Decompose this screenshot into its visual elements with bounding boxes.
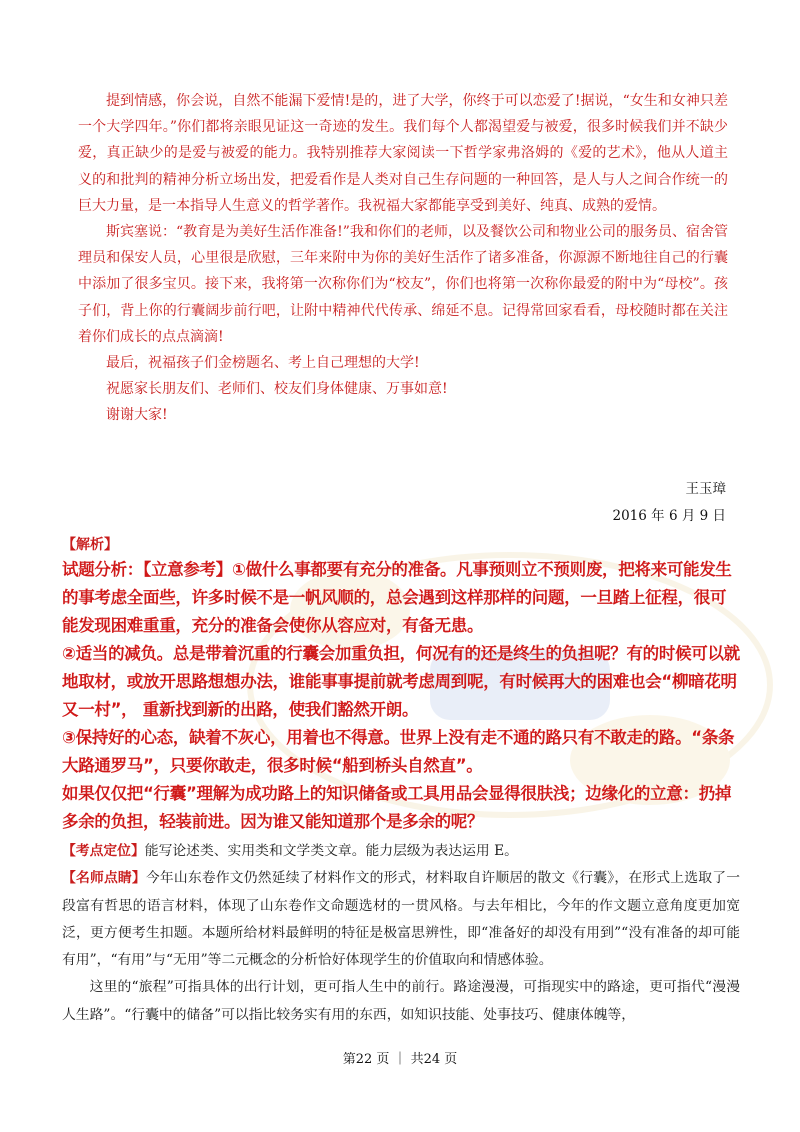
page-footer: 第22 页 ｜ 共24 页 — [342, 1052, 458, 1067]
mingshi-label: 【名师点睛】 — [62, 870, 146, 887]
analysis-header: 【解析】 — [62, 537, 118, 553]
letter-paragraph: 祝愿家长朋友们、老师们、校友们身体健康、万事如意! — [106, 381, 448, 398]
analysis-section — [62, 534, 740, 836]
analysis-handwritten — [62, 556, 740, 836]
letter-paragraph: 最后，祝福孩子们金榜题名、考上自己理想的大学! — [106, 355, 420, 372]
letter-paragraph: 谢谢大家! — [106, 407, 168, 424]
mingshi-paragraph — [62, 865, 740, 974]
last-paragraph: 这里的“旅程”可指具体的出行计划，更可指人生中的前行。路途漫漫，可指现实中的路途，更可指代“漫漫人生路”。“行囊中的储备”可以指比较务实有用的东西，如知识技能、处事技巧、健康体魄等， — [62, 979, 740, 1023]
kaodian-text: 能写论述类、实用类和文学类文章。能力层级为表达运用 E。 — [144, 843, 518, 859]
letter-paragraph: 斯宾塞说：“教育是为美好生活作准备!”我和你们的老师，以及餐饮公司和物业公司的服务员、宿舍管理员和保安人员，心里很是欣慰，三年来附中为你的美好生活作了诸多准备，你源源不断地往自己的行囊中添加了很多宝贝。接下来，我将第一次称你们为“校友”，你们也将第一次称你最爱的附中为“母校”。孩子们，背上你的行囊阔步前行吧，让附中精神代代传承、绵延不息。记得常回家看看，母校随时都在关注着你们成长的点点滴滴! — [78, 224, 728, 345]
mingshi-text: 今年山东卷作文仍然延续了材料作文的形式，材料取自许顺居的散文《行囊》，在形式上选取了一段富有哲思的语言材料，体现了山东卷作文命题选材的一贯风格。与去年相比，今年的作文题立意角度更加宽泛，更方便考生扣题。本题所给材料最鲜明的特征是极富思辨性，即“准备好的却没有用到”“没有准备的却可能有用”，“有用”与“无用”等二元概念的分析恰好体现学生的价值取向和情感体验。 — [62, 870, 740, 969]
kaodian-paragraph — [62, 838, 740, 865]
analysis-line: 试题分析：【立意参考】①做什么事都要有充分的准备。凡事预则立不预则废，把将来可能发生的事考虑全面些，许多时候不是一帆风顺的，总会遇到这样那样的问题，一旦踏上征程，很可能发现困难重重，充分的准备会使你从容应对，有备无患。 — [62, 560, 732, 635]
letter-body — [78, 88, 728, 429]
signature-name: 王玉璋 — [685, 481, 726, 497]
signature-date: 2016 年 6 月 9 日 — [612, 508, 726, 524]
analysis-line: ③保持好的心态，缺着不灰心，用着也不得意。世界上没有走不通的路只有不敢走的路。“条条大路通罗马”，只要你敢走，很多时候“船到桥头自然直”。 — [62, 728, 735, 775]
notes-section — [62, 838, 740, 1029]
analysis-line: ②适当的减负。总是带着沉重的行囊会加重负担，何况有的还是终生的负担呢？有的时候可以就地取材，或放开思路想想办法，谁能事事提前就考虑周到呢，有时候再大的困难也会“柳暗花明又一村”， 重新找到新的出路，使我们豁然开朗。 — [62, 644, 740, 719]
analysis-line: 如果仅仅把“行囊”理解为成功路上的知识储备或工具用品会显得很肤浅；边缘化的立意：扔掉多余的负担，轻装前进。因为谁又能知道那个是多余的呢？ — [62, 784, 732, 831]
letter-paragraph: 提到情感，你会说，自然不能漏下爱情!是的，进了大学，你终于可以恋爱了!据说，“女生和女神只差一个大学四年。”你们都将亲眼见证这一奇迹的发生。我们每个人都渴望爱与被爱，很多时候我们并不缺少爱，真正缺少的是爱与被爱的能力。我特别推荐大家阅读一下哲学家弗洛姆的《爱的艺术》，他从人道主义的和批判的精神分析立场出发，把爱看作是人类对自己生存问题的一种回答，是人与人之间合作统一的巨大力量，是一本指导人生意义的哲学著作。我祝福大家都能享受到美好、纯真、成熟的爱情。 — [78, 93, 728, 214]
kaodian-label: 【考点定位】 — [62, 843, 145, 859]
